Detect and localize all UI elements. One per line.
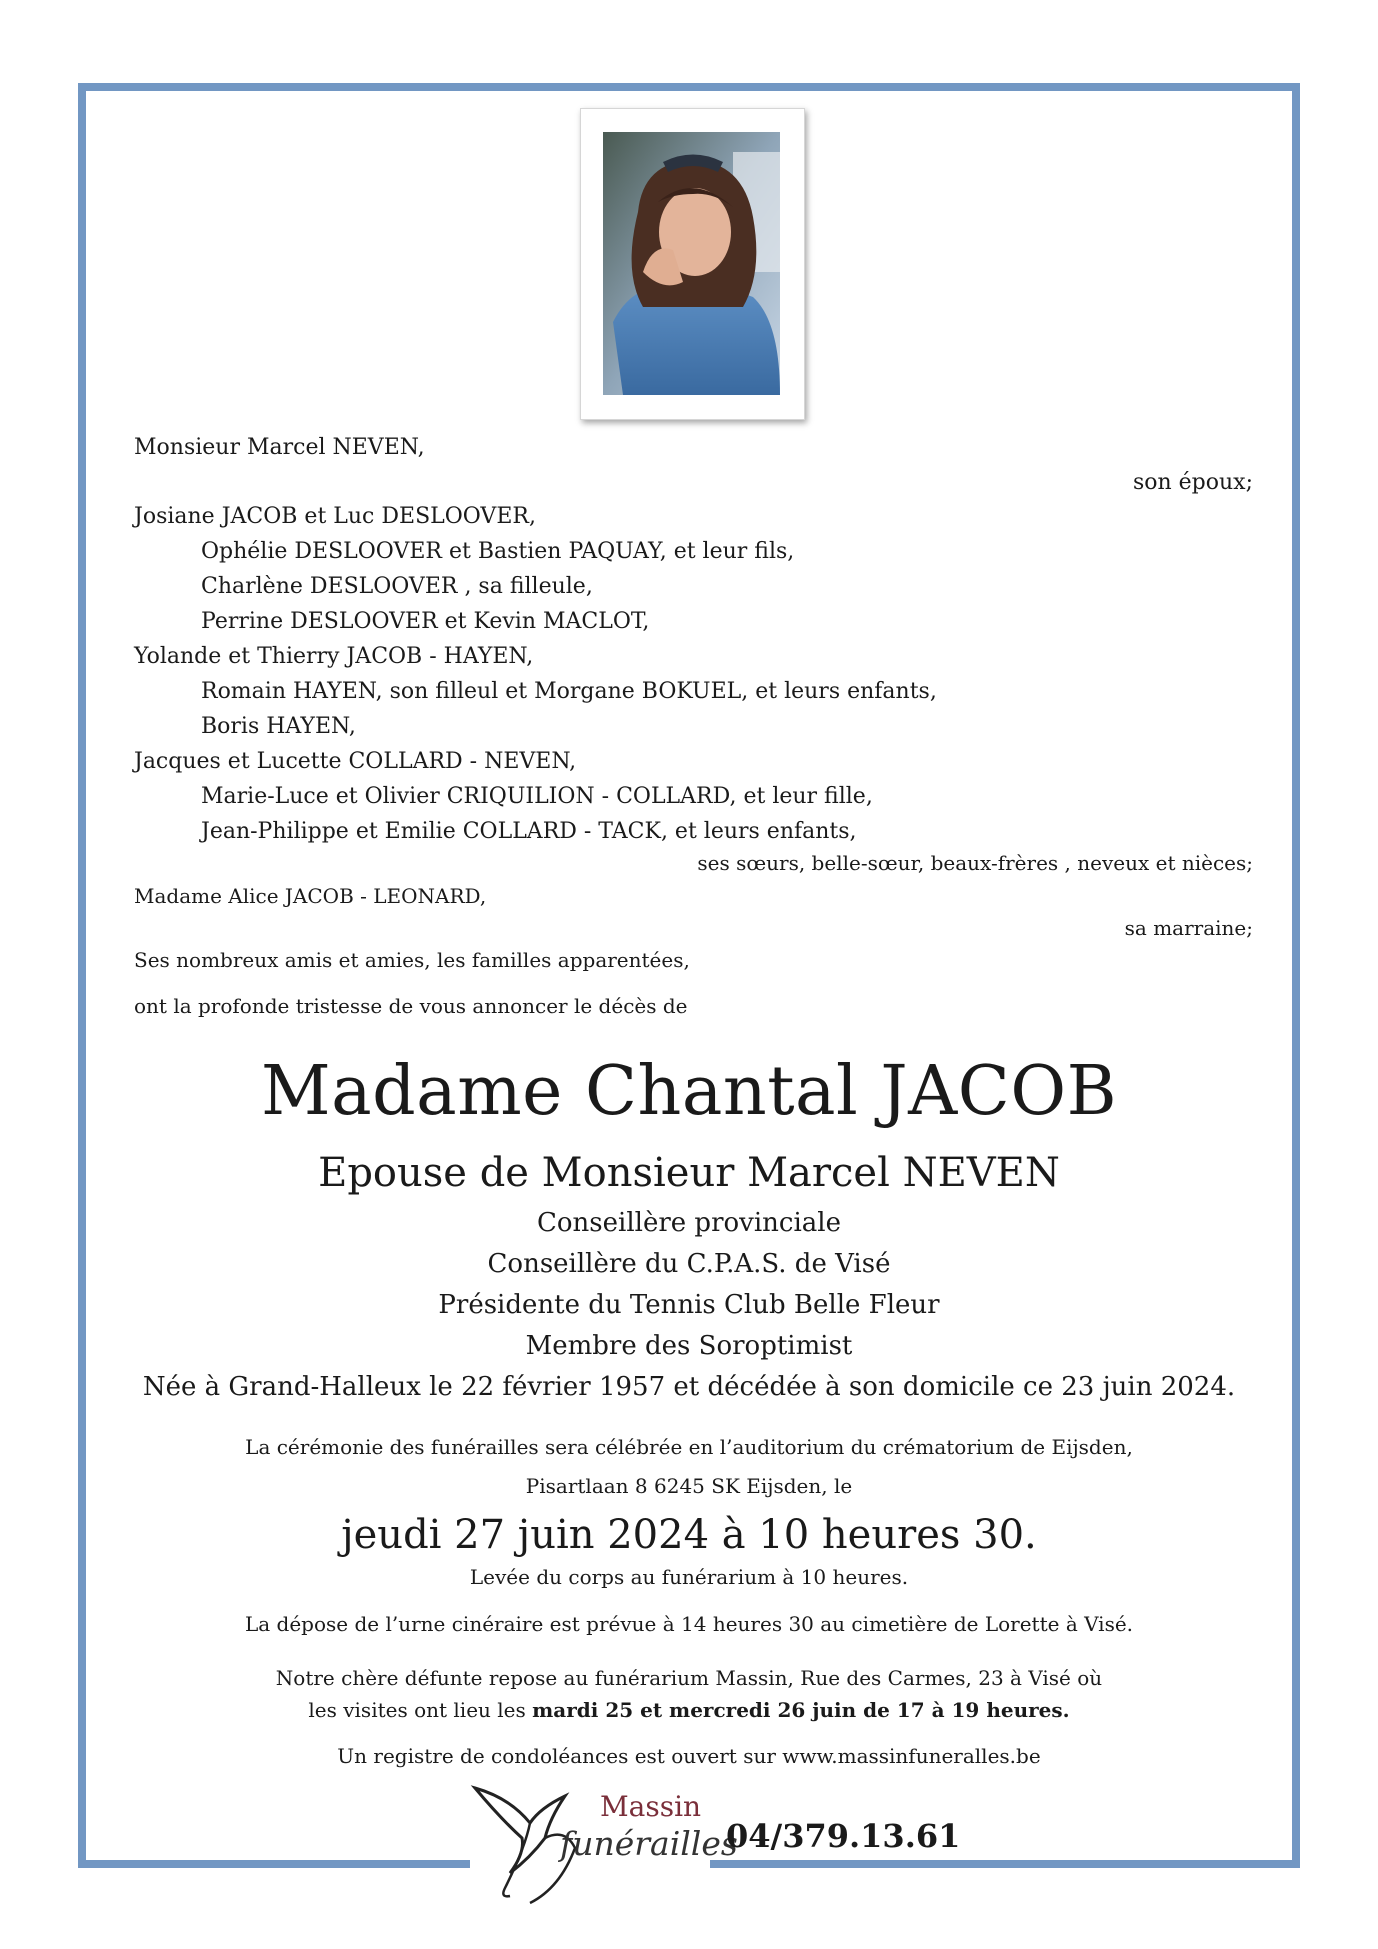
portrait-photo	[603, 132, 780, 395]
sibling-line: Yolande et Thierry JACOB - HAYEN,	[134, 644, 534, 669]
massin-logo	[470, 1778, 738, 1908]
deceased-title: Conseillère provinciale	[537, 1208, 841, 1238]
sibling-line: Boris HAYEN,	[201, 714, 356, 739]
visits-prefix: les visites ont lieu les	[308, 1698, 533, 1722]
ceremony-address-line	[0, 1476, 1378, 1496]
siblings-role: ses sœurs, belle-sœur, beaux-frères , neveux et nièces;	[697, 851, 1253, 875]
visits-line	[0, 1700, 1378, 1720]
ceremony-address: Pisartlaan 8 6245 SK Eijsden	[525, 1474, 822, 1498]
spouse-role: son époux;	[1132, 470, 1253, 495]
registry-line: Un registre de condoléances est ouvert sur www.massinfuneralles.be	[337, 1744, 1041, 1768]
logo-brand: Massin	[600, 1790, 702, 1823]
sibling-line: Romain HAYEN, son filleul et Morgane BOKUEL, et leurs enfants,	[201, 679, 937, 704]
sibling-line: Perrine DESLOOVER et Kevin MACLOT,	[201, 609, 650, 634]
birth-death-line: Née à Grand-Halleux le 22 février 1957 et décédée à son domicile ce 23 juin 2024.	[142, 1372, 1236, 1402]
sibling-line: Jean-Philippe et Emilie COLLARD - TACK, et leurs enfants,	[201, 819, 857, 844]
rest-line: Notre chère défunte repose au funérarium Massin, Rue des Carmes, 23 à Visé où	[275, 1666, 1103, 1690]
portrait-photo-frame	[580, 108, 805, 420]
ceremony-address-suffix: , le	[821, 1474, 853, 1498]
deceased-title: Conseillère du C.P.A.S. de Visé	[487, 1249, 891, 1279]
sibling-line: Charlène DESLOOVER , sa filleule,	[201, 574, 593, 599]
godmother-line: Madame Alice JACOB - LEONARD,	[134, 884, 487, 908]
sibling-line: Jacques et Lucette COLLARD - NEVEN,	[134, 749, 577, 774]
sibling-line: Marie-Luce et Olivier CRIQUILION - COLLARD, et leur fille,	[201, 784, 873, 809]
sibling-line: Ophélie DESLOOVER et Bastien PAQUAY, et leur fils,	[201, 539, 795, 564]
ceremony-date: jeudi 27 juin 2024 à 10 heures 30.	[341, 1512, 1037, 1558]
deceased-title: Membre des Soroptimist	[525, 1331, 853, 1361]
spouse-line: Monsieur Marcel NEVEN,	[134, 435, 425, 460]
ceremony-place: La cérémonie des funérailles sera célébrée en l’auditorium du crématorium de Eijsden,	[245, 1435, 1133, 1459]
deceased-spouse: Epouse de Monsieur Marcel NEVEN	[318, 1150, 1060, 1196]
phone-number: 04/379.13.61	[726, 1817, 961, 1855]
sibling-line: Josiane JACOB et Luc DESLOOVER,	[134, 504, 536, 529]
deceased-name: Madame Chantal JACOB	[260, 1052, 1118, 1131]
announce-line: ont la profonde tristesse de vous annoncer le décès de	[134, 994, 688, 1018]
godmother-role: sa marraine;	[1124, 916, 1253, 940]
logo-sub: funérailles	[560, 1824, 738, 1863]
levee-line: Levée du corps au funérarium à 10 heures.	[469, 1565, 909, 1589]
deceased-title: Présidente du Tennis Club Belle Fleur	[438, 1290, 940, 1320]
friends-line: Ses nombreux amis et amies, les familles apparentées,	[134, 948, 690, 972]
urn-line: La dépose de l’urne cinéraire est prévue à 14 heures 30 au cimetière de Lorette à Visé.	[244, 1612, 1134, 1636]
visits-dates: mardi 25 et mercredi 26 juin de 17 à 19 heures.	[532, 1698, 1070, 1722]
